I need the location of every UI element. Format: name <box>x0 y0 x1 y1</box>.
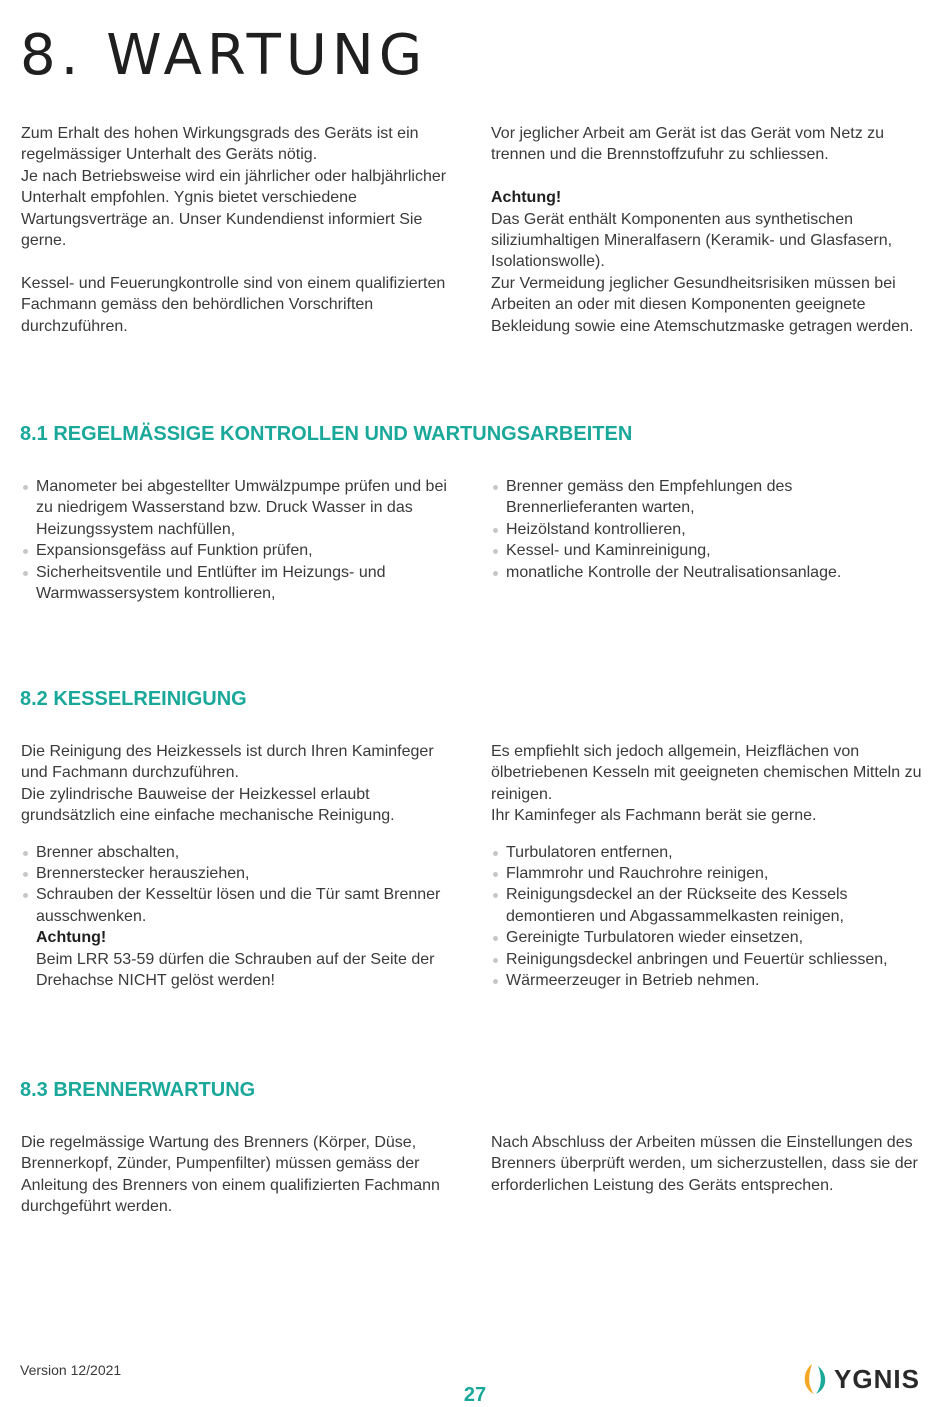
list-item: Kessel- und Kaminreinigung, <box>491 540 927 561</box>
section2-right-column <box>491 741 927 991</box>
intro-paragraph: Kessel- und Feuerungkontrolle sind von einem qualifizierten Fachmann gemäss den behördlichen Vorschriften durchzuführen. <box>21 274 446 335</box>
list-item: Wärmeerzeuger in Betrieb nehmen. <box>491 970 927 991</box>
list-item: monatliche Kontrolle der Neutralisationsanlage. <box>491 562 927 583</box>
intro-paragraph: Zur Vermeidung jeglicher Gesundheitsrisiken müssen bei Arbeiten an oder mit diesen Komponenten geeignete Bekleidung sowie eine Atemschutzmaske getragen werden. <box>491 274 914 335</box>
list-item: Brenner abschalten, <box>21 842 457 863</box>
warning-label: Achtung! <box>36 929 107 947</box>
section1-right-column <box>491 476 927 583</box>
list-item: Expansionsgefäss auf Funktion prüfen, <box>21 540 457 561</box>
list-item: Schrauben der Kesseltür lösen und die Tür samt Brenner ausschwenken. <box>21 884 457 927</box>
warning-text: Beim LRR 53-59 dürfen die Schrauben auf der Seite der Drehachse NICHT gelöst werden! <box>36 950 435 990</box>
list-item: Flammrohr und Rauchrohre reinigen, <box>491 863 927 884</box>
section1-left-column <box>21 476 457 604</box>
brand-logo <box>800 1359 920 1399</box>
section3-paragraph: Die regelmässige Wartung des Brenners (Körper, Düse, Brennerkopf, Zünder, Pumpenfilter) müssen gemäss der Anleitung des Brenners von einem qualifizierten Fachmann durchgeführt werden. <box>21 1134 440 1216</box>
intro-paragraph: Zum Erhalt des hohen Wirkungsgrads des Geräts ist ein regelmässiger Unterhalt des Geräts nötig. <box>21 125 419 164</box>
list-item: Reinigungsdeckel anbringen und Feuertür schliessen, <box>491 949 927 970</box>
section2-left-column <box>21 741 457 991</box>
list-item: Brennerstecker herausziehen, <box>21 863 457 884</box>
section3-left-column <box>21 1132 457 1218</box>
section2-paragraph: Die Reinigung des Heizkessels ist durch Ihren Kaminfeger und Fachmann durchzuführen. <box>21 743 434 782</box>
list-item: Gereinigte Turbulatoren wieder einsetzen, <box>491 927 927 948</box>
intro-paragraph: Je nach Betriebsweise wird ein jährlicher oder halbjährlicher Unterhalt empfohlen. Ygnis bietet verschiedene Wartungsverträge an. Unser Kundendienst informiert Sie gerne. <box>21 167 447 250</box>
section-heading-8-3: 8.3 BRENNERWARTUNG <box>20 1079 256 1101</box>
list-item: Heizölstand kontrollieren, <box>491 519 927 540</box>
intro-paragraph: Das Gerät enthält Komponenten aus synthetischen siliziumhaltigen Mineralfasern (Keramik- und Glasfasern, Isolationswolle). <box>491 210 893 271</box>
warning-label: Achtung! <box>491 189 562 207</box>
section3-paragraph: Nach Abschluss der Arbeiten müssen die Einstellungen des Brenners überprüft werden, um sicherzustellen, dass sie der erforderlichen Leistung des Geräts entsprechen. <box>491 1134 918 1194</box>
intro-right-column <box>491 123 927 337</box>
list-item: Manometer bei abgestellter Umwälzpumpe prüfen und bei zu niedrigem Wasserstand bzw. Druck Wasser in das Heizungssystem nachfüllen, <box>21 476 457 540</box>
page-title: 8. WARTUNG <box>20 23 428 88</box>
list-item: Sicherheitsventile und Entlüfter im Heizungs- und Warmwassersystem kontrollieren, <box>21 562 457 605</box>
page-number: 27 <box>463 1384 487 1406</box>
section-heading-8-2: 8.2 KESSELREINIGUNG <box>20 688 247 710</box>
section3-right-column <box>491 1132 927 1196</box>
logo-text: YGNIS <box>834 1363 920 1394</box>
intro-paragraph: Vor jeglicher Arbeit am Gerät ist das Gerät vom Netz zu trennen und die Brennstoffzufuhr zu schliessen. <box>491 125 885 164</box>
list-item: Reinigungsdeckel an der Rückseite des Kessels demontieren und Abgassammelkasten reinigen, <box>491 884 927 927</box>
section-heading-8-1: 8.1 REGELMÄSSIGE KONTROLLEN UND WARTUNGSARBEITEN <box>20 423 633 445</box>
section2-paragraph: Es empfiehlt sich jedoch allgemein, Heizflächen von ölbetriebenen Kesseln mit geeigneten chemischen Mitteln zu reinigen. <box>491 743 922 803</box>
version-label: Version 12/2021 <box>20 1362 122 1378</box>
section2-paragraph: Die zylindrische Bauweise der Heizkessel erlaubt grundsätzlich eine einfache mechanische Reinigung. <box>21 785 395 825</box>
intro-left-column <box>21 123 457 337</box>
section2-paragraph: Ihr Kaminfeger als Fachmann berät sie gerne. <box>491 807 817 825</box>
list-item: Turbulatoren entfernen, <box>491 842 927 863</box>
flame-logo-icon <box>800 1362 830 1396</box>
list-item: Brenner gemäss den Empfehlungen des Brennerlieferanten warten, <box>491 476 927 519</box>
